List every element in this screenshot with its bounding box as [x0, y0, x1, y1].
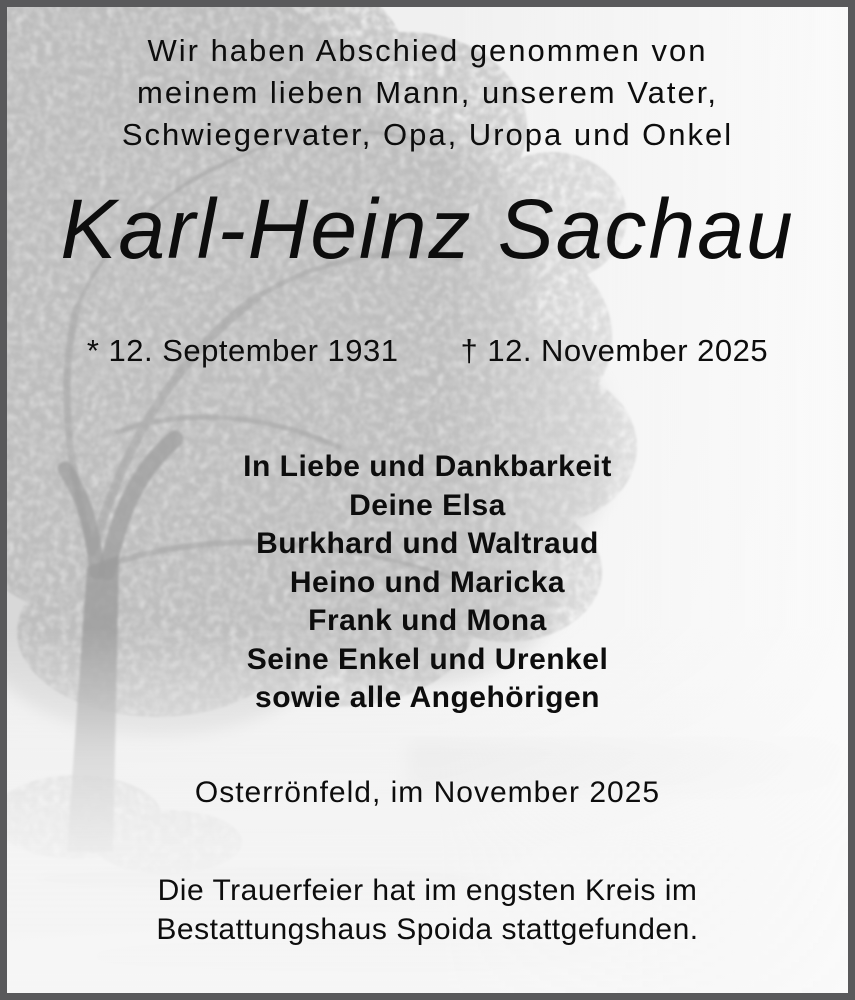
family-line-1: In Liebe und Dankbarkeit: [243, 450, 612, 483]
funeral-note: [7, 871, 848, 949]
family-line-7: sowie alle Angehörigen: [255, 681, 600, 714]
family-line-5: Frank und Mona: [308, 604, 547, 637]
intro-line-2: meinem lieben Mann, unserem Vater,: [137, 75, 718, 110]
funeral-line-1: Die Trauerfeier hat im engsten Kreis im: [157, 874, 698, 907]
family-line-2: Deine Elsa: [349, 488, 506, 522]
family-line-4: Heino und Maricka: [289, 565, 566, 599]
intro-line-1: Wir haben Abschied genommen von: [147, 33, 708, 68]
death-date: † 12. November 2025: [460, 333, 769, 368]
intro-text: [7, 30, 848, 156]
life-dates: [7, 333, 848, 369]
family-line-6: Seine Enkel und Urenkel: [246, 642, 609, 676]
birth-date: * 12. September 1931: [86, 333, 399, 368]
intro-line-3: Schwiegervater, Opa, Uropa und Onkel: [121, 117, 734, 152]
deceased-name: Karl-Heinz Sachau: [60, 182, 795, 276]
funeral-line-2: Bestattungshaus Spoida stattgefunden.: [156, 913, 699, 946]
family-text: [7, 448, 848, 718]
place-date-line: Osterrönfeld, im November 2025: [194, 776, 661, 809]
family-line-3: Burkhard und Waltraud: [256, 527, 599, 560]
